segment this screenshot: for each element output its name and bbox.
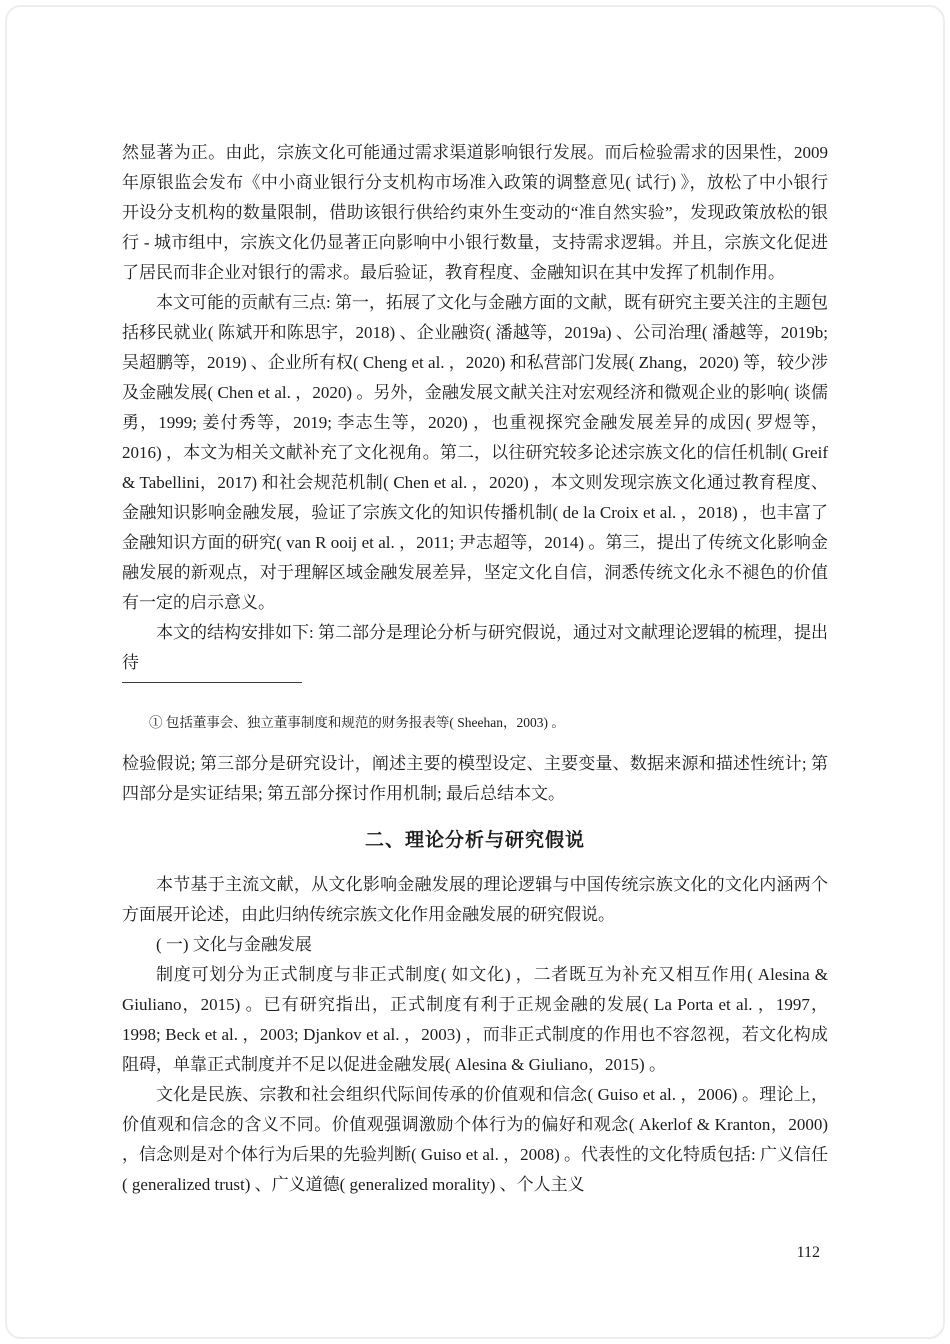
body-paragraph-culture-definition: 文化是民族、宗教和社会组织代际间传承的价值观和信念( Guiso et al. ，2006) 。理论上，价值观和信念的含义不同。价值观强调激励个体行为的偏好和观念( Akerlof & Kranton，2000) ，信念则是对个体行为后果的先验判断( Guiso et al. ，2008) 。代表性的文化特质包括: 广义信任( generalized trust) 、广义道德( generalized morality) 、个人主义	[122, 1085, 828, 1194]
body-paragraph-structure-continued: 检验假说; 第三部分是研究设计，阐述主要的模型设定、主要变量、数据来源和描述性统计; 第四部分是实证结果; 第五部分探讨作用机制; 最后总结本文。	[122, 754, 828, 803]
body-paragraph-institutions: 制度可划分为正式制度与非正式制度( 如文化) ，二者既互为补充又相互作用( Alesina & Giuliano，2015) 。已有研究指出，正式制度有利于正规金融的发展( La Porta et al. ，1997，1998; Beck et al. ，2003; Djankov et al. ，2003) ，而非正式制度的作用也不容忽视，若文化构成阻碍，单靠正式制度并不足以促进金融发展( Alesina & Giuliano，2015) 。	[122, 965, 828, 1074]
body-paragraph-section-intro: 本节基于主流文献，从文化影响金融发展的理论逻辑与中国传统宗族文化的文化内涵两个方面展开论述，由此归纳传统宗族文化作用金融发展的研究假说。	[122, 875, 828, 924]
section-heading: 二、理论分析与研究假说	[364, 830, 585, 851]
page-number: 112	[796, 1244, 820, 1261]
footnote-text: ① 包括董事会、独立董事制度和规范的财务报表等( Sheehan，2003) 。	[149, 715, 565, 730]
body-paragraph-structure: 本文的结构安排如下: 第二部分是理论分析与研究假说，通过对文献理论逻辑的梳理，提出待	[122, 623, 828, 672]
body-paragraph-continued: 然显著为正。由此，宗族文化可能通过需求渠道影响银行发展。而后检验需求的因果性，2009 年原银监会发布《中小商业银行分支机构市场准入政策的调整意见( 试行) 》，放松了中小银行开设分支机构的数量限制，借助该银行供给约束外生变动的“准自然实验”，发现政策放松的银行 - 城市组中，宗族文化仍显著正向影响中小银行数量，支持需求逻辑。并且，宗族文化促进了居民而非企业对银行的需求。最后验证，教育程度、金融知识在其中发挥了机制作用。	[122, 143, 828, 282]
footnote-separator	[122, 682, 302, 683]
page-content	[122, 138, 828, 1200]
body-paragraph-contributions: 本文可能的贡献有三点: 第一，拓展了文化与金融方面的文献，既有研究主要关注的主题包括移民就业( 陈斌开和陈思宇，2018) 、企业融资( 潘越等，2019a) 、公司治理( 潘越等，2019b; 吴超鹏等，2019) 、企业所有权( Cheng et al. ，2020) 和私营部门发展( Zhang，2020) 等，较少涉及金融发展( Chen et al. ，2020) 。另外，金融发展文献关注对宏观经济和微观企业的影响( 谈儒勇，1999; 姜付秀等，2019; 李志生等，2020) ，也重视探究金融发展差异的成因( 罗煜等，2016) ，本文为相关文献补充了文化视角。第二，以往研究较多论述宗族文化的信任机制( Greif & Tabellini，2017) 和社会规范机制( Chen et al. ，2020) ，本文则发现宗族文化通过教育程度、金融知识影响金融发展，验证了宗族文化的知识传播机制( de la Croix et al. ，2018) ，也丰富了金融知识方面的研究( van R ooij et al. ，2011; 尹志超等，2014) 。第三，提出了传统文化影响金融发展的新观点，对于理解区域金融发展差异，坚定文化自信，洞悉传统文化永不褪色的价值有一定的启示意义。	[122, 293, 828, 612]
subsection-heading: ( 一) 文化与金融发展	[156, 935, 312, 954]
